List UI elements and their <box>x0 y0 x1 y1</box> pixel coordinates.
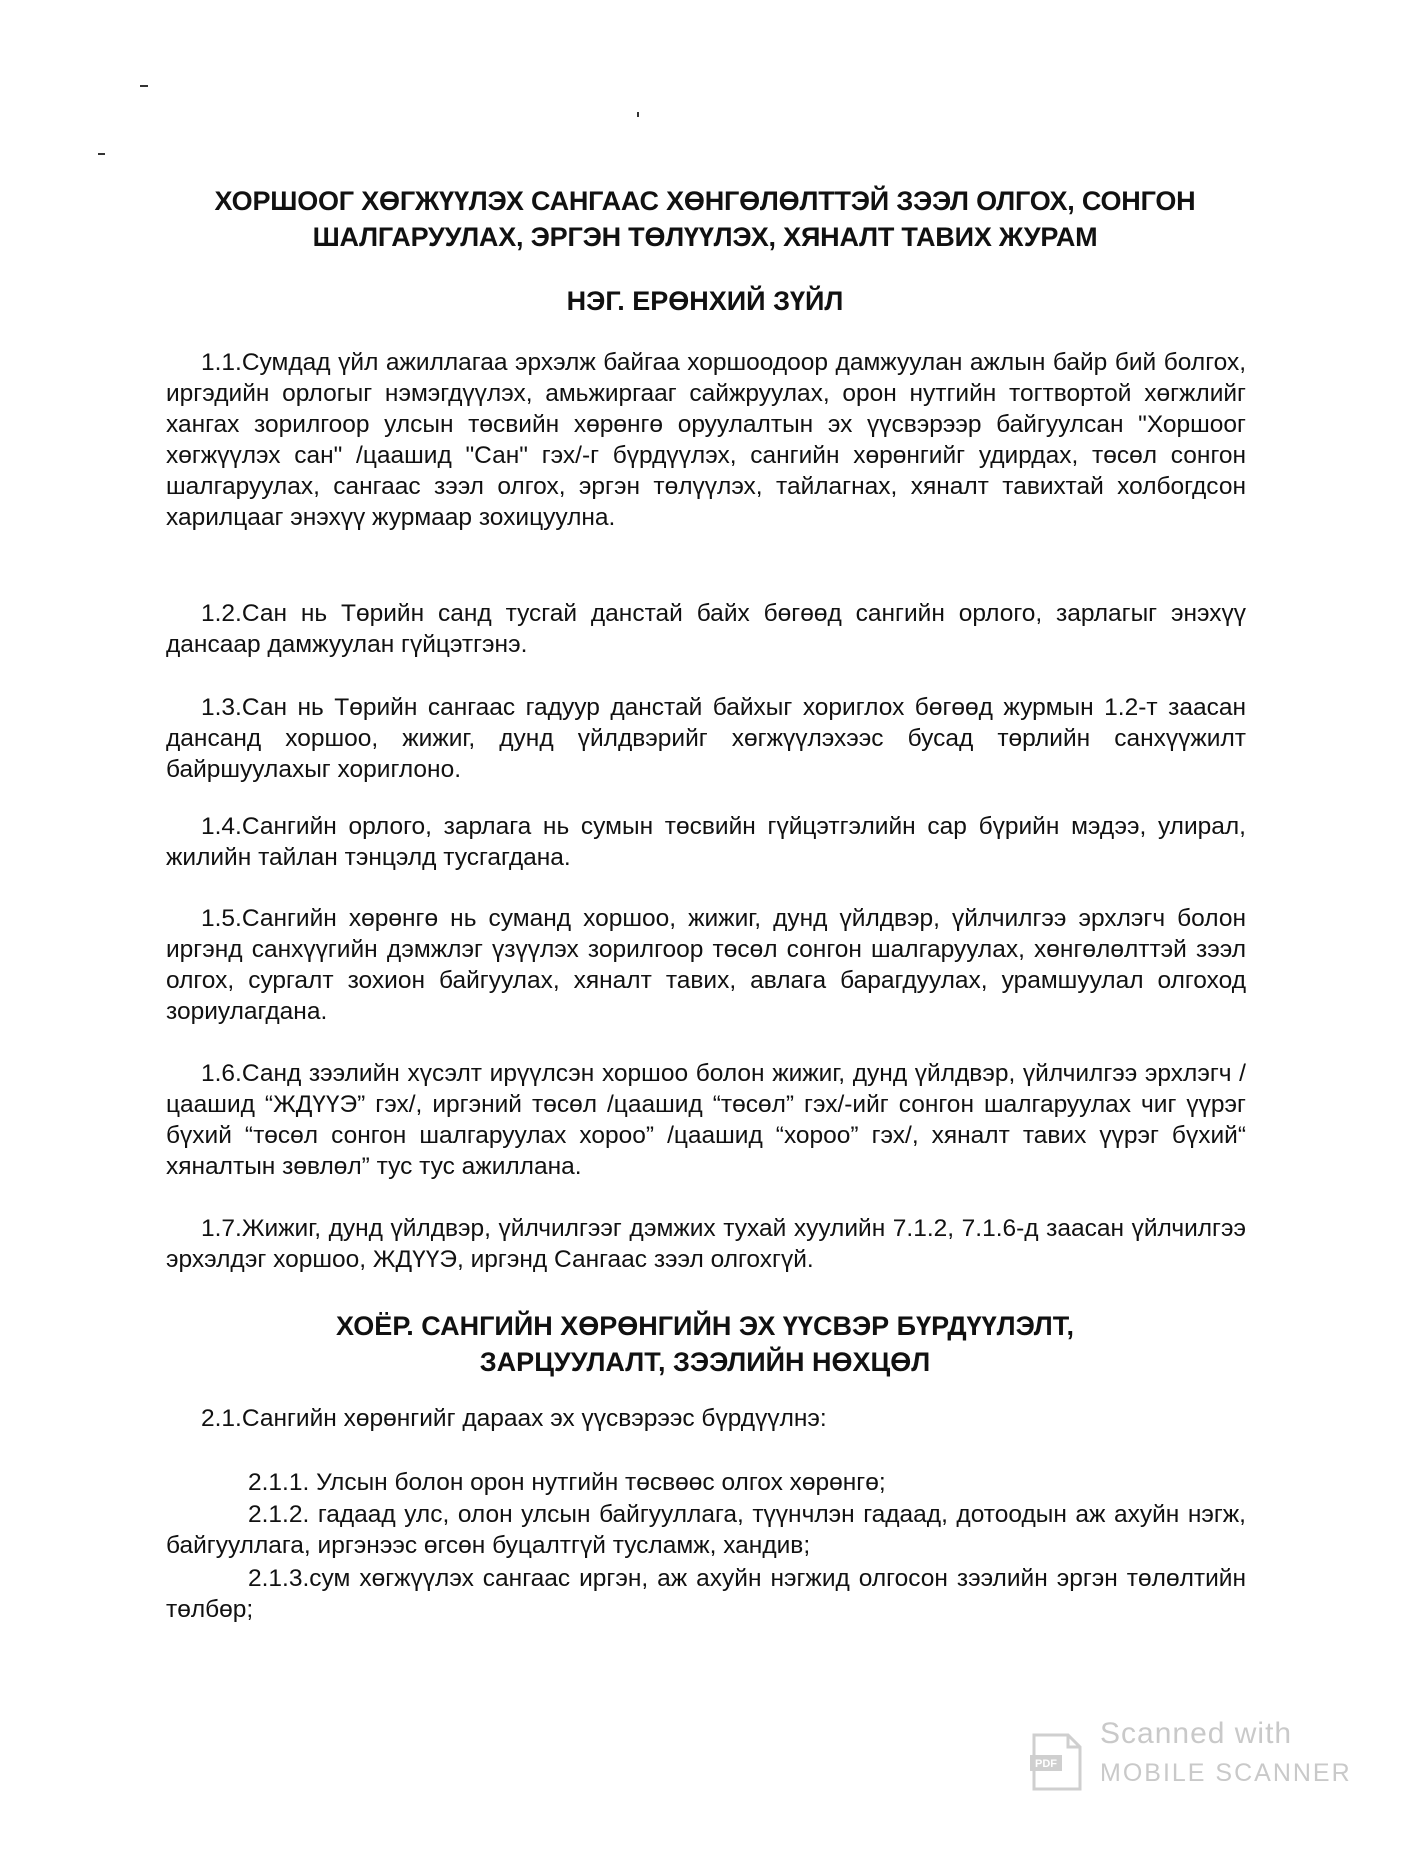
paragraph-2-1: 2.1.Сангийн хөрөнгийг дараах эх үүсвэрээс бүрдүүлнэ: <box>201 1405 827 1432</box>
section-2-heading-line-1: ХОЁР. САНГИЙН ХӨРӨНГИЙН ЭХ ҮҮСВЭР БҮРДҮҮЛЭЛТ, <box>335 1311 1075 1341</box>
subitem-2-1-2: 2.1.2. гадаад улс, олон улсын байгууллага, түүнчлэн гадаад, дотоодын аж ахуйн нэгж, байгууллага, иргэнээс өгсөн буцалтгүй тусламж, хандив; <box>166 1501 1246 1559</box>
subitem-2-1-3: 2.1.3.сум хөгжүүлэх сангаас иргэн, аж ахуйн нэгжид олгосон зээлийн эргэн төлөлтийн төлбөр; <box>166 1565 1246 1623</box>
scan-speck <box>637 112 639 117</box>
paragraph-1-1: 1.1.Сумдад үйл ажиллагаа эрхэлж байгаа хоршоодоор дамжуулан ажлын байр бий болгох, иргэдийн орлогыг нэмэгдүүлэх, амьжиргааг сайжруулах, орон нутгийн тогтвортой хөгжлийг хангах зорилгоор улсын төсвийн хөрөнгө оруулалтын эх үүсвэрээр байгуулсан "Хоршоог хөгжүүлэх сан" /цаашид "Сан" гэх/-г бүрдүүлэх, сангийн хөрөнгийг удирдах, төсөл сонгон шалгаруулах, сангаас зээл олгох, эргэн төлүүлэх, тайлагнах, хяналт тавихтай холбогдсон харилцааг энэхүү журмаар зохицуулна. <box>166 349 1246 531</box>
scan-speck <box>98 153 105 155</box>
scanner-watermark <box>1030 1715 1360 1805</box>
pdf-file-icon <box>1030 1733 1084 1791</box>
watermark-line-1: Scanned with <box>1100 1717 1293 1750</box>
paragraph-1-4: 1.4.Сангийн орлого, зарлага нь сумын төсвийн гүйцэтгэлийн сар бүрийн мэдээ, улирал, жилийн тайлан тэнцэлд тусгагдана. <box>166 813 1246 871</box>
paragraph-1-2: 1.2.Сан нь Төрийн санд тусгай данстай байх бөгөөд сангийн орлого, зарлагыг энэхүү дансаар дамжуулан гүйцэтгэнэ. <box>166 600 1246 658</box>
scan-speck <box>140 85 148 87</box>
section-2-heading <box>160 1308 1250 1380</box>
pdf-icon-label: PDF <box>1035 1758 1057 1770</box>
section-1-heading: НЭГ. ЕРӨНХИЙ ЗҮЙЛ <box>566 286 844 316</box>
document-title-line-2: ШАЛГАРУУЛАХ, ЭРГЭН ТӨЛҮҮЛЭХ, ХЯНАЛТ ТАВИХ ЖУРАМ <box>312 222 1098 252</box>
paragraph-1-5: 1.5.Сангийн хөрөнгө нь суманд хоршоо, жижиг, дунд үйлдвэр, үйлчилгээ эрхлэгч болон иргэнд санхүүгийн дэмжлэг үзүүлэх зорилгоор төсөл сонгон шалгаруулах, хөнгөлөлттэй зээл олгох, сургалт зохион байгуулах, хяналт тавих, авлага барагдуулах, урамшуулал олгоход зориулагдана. <box>166 905 1246 1025</box>
document-title-line-1: ХОРШООГ ХӨГЖҮҮЛЭХ САНГААС ХӨНГӨЛӨЛТТЭЙ ЗЭЭЛ ОЛГОХ, СОНГОН <box>214 186 1196 216</box>
section-2-heading-line-2: ЗАРЦУУЛАЛТ, ЗЭЭЛИЙН НӨХЦӨЛ <box>479 1347 931 1377</box>
document-title <box>160 183 1250 255</box>
subitem-2-1-1: 2.1.1. Улсын болон орон нутгийн төсвөөс олгох хөрөнгө; <box>248 1469 886 1496</box>
paragraph-1-6: 1.6.Санд зээлийн хүсэлт ирүүлсэн хоршоо болон жижиг, дунд үйлдвэр, үйлчилгээ эрхлэгч /цаашид “ЖДҮҮЭ” гэх/, иргэний төсөл /цаашид “төсөл” гэх/-ийг сонгон шалгаруулах чиг үүрэг бүхий “төсөл сонгон шалгаруулах хороо” /цаашид “хороо” гэх/, хяналт тавих үүрэг бүхий“ хяналтын зөвлөл” тус тус ажиллана. <box>166 1060 1246 1180</box>
watermark-line-2: MOBILE SCANNER <box>1100 1759 1352 1787</box>
paragraph-1-7: 1.7.Жижиг, дунд үйлдвэр, үйлчилгээг дэмжих тухай хуулийн 7.1.2, 7.1.6-д заасан үйлчилгээ эрхэлдэг хоршоо, ЖДҮҮЭ, иргэнд Сангаас зээл олгохгүй. <box>166 1215 1246 1273</box>
paragraph-1-3: 1.3.Сан нь Төрийн сангаас гадуур данстай байхыг хориглох бөгөөд журмын 1.2-т заасан дансанд хоршоо, жижиг, дунд үйлдвэрийг хөгжүүлэхээс бусад төрлийн санхүүжилт байршуулахыг хориглоно. <box>166 694 1246 783</box>
